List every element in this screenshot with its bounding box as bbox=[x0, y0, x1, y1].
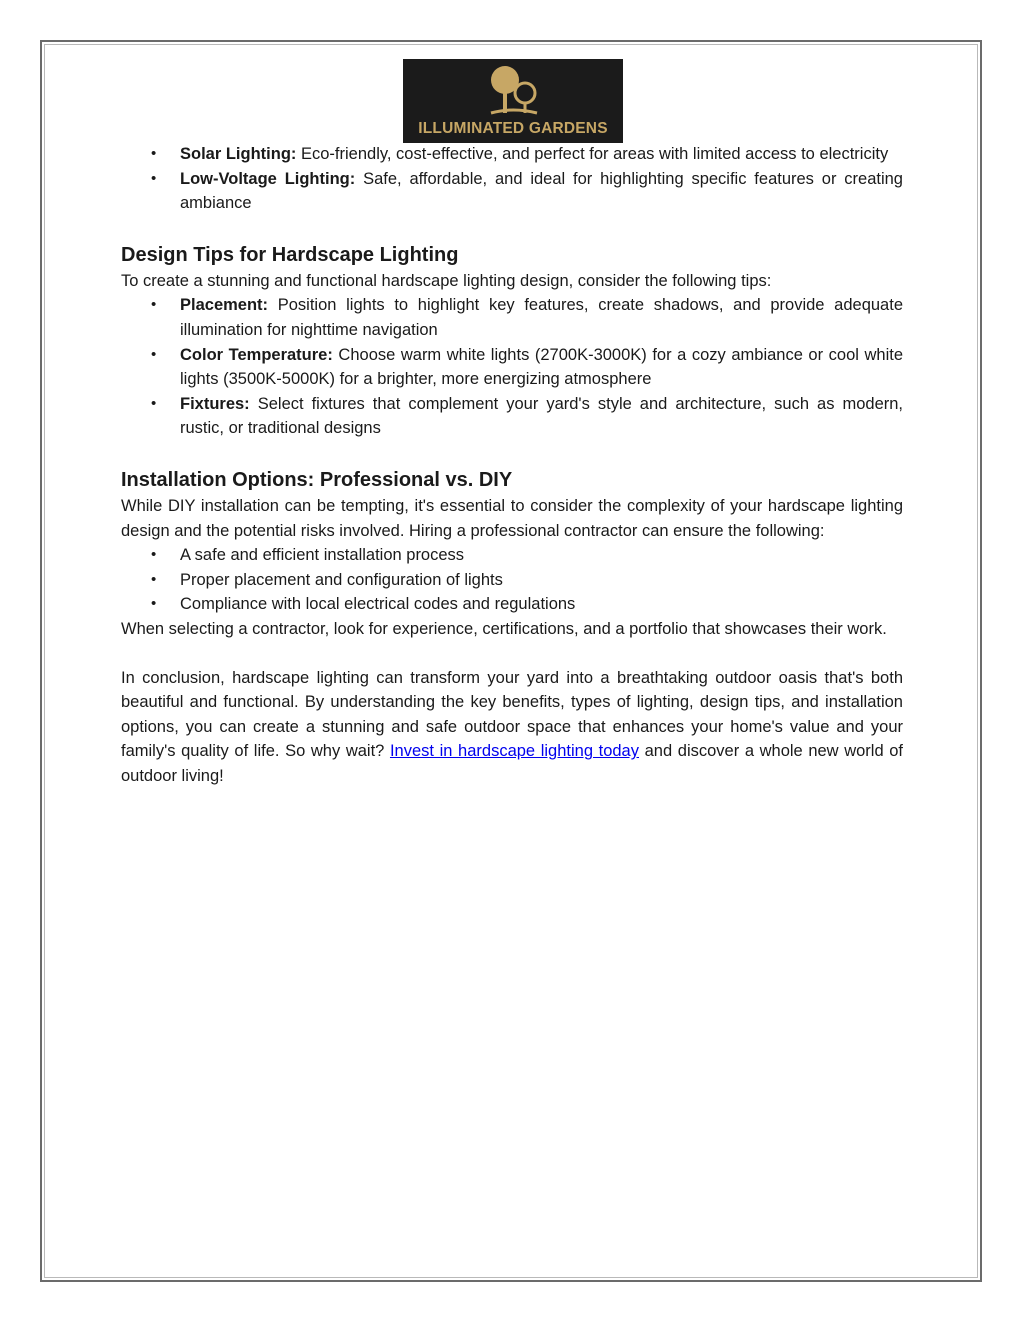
item-text: Select fixtures that complement your yard's style and architecture, such as modern, rustic, or traditional designs bbox=[180, 394, 903, 438]
item-text: Safe, affordable, and ideal for highlighting specific features or creating ambiance bbox=[180, 169, 903, 213]
item-label: Fixtures: bbox=[180, 394, 250, 413]
conclusion-after-link: and discover a whole new world of outdoor living! bbox=[121, 742, 904, 785]
list-item bbox=[121, 142, 903, 167]
list-item: • Proper placement and configuration of lights bbox=[121, 568, 903, 593]
item-label: Solar Lighting: bbox=[180, 145, 297, 163]
design-tips-list bbox=[121, 293, 903, 441]
trees-icon bbox=[481, 63, 545, 119]
installation-heading: Installation Options: Professional vs. DIY bbox=[121, 468, 513, 491]
lighting-types-list bbox=[121, 142, 903, 216]
list-item bbox=[121, 167, 903, 216]
list-item: • A safe and efficient installation process bbox=[121, 543, 903, 568]
installation-intro: While DIY installation can be tempting, it's essential to consider the complexity of your hardscape lighting design and the potential risks involved. Hiring a professional contractor can ensure the following: bbox=[121, 496, 903, 540]
item-label: Low-Voltage Lighting: bbox=[180, 169, 356, 188]
brand-logo bbox=[403, 59, 623, 143]
conclusion-text: In conclusion, hardscape lighting can transform your yard into a breathtaking outdoor oasis that's both beautiful and functional. By understanding the key benefits, types of lighting, design tips, and installation options, you can create a stunning and safe outdoor space that enhances your home's value and your family's quality of life. So why wait? bbox=[121, 668, 903, 761]
item-text: Eco-friendly, cost-effective, and perfect for areas with limited access to electricity bbox=[301, 145, 889, 163]
list-item: • Compliance with local electrical codes and regulations bbox=[121, 592, 903, 617]
design-tips-intro: To create a stunning and functional hardscape lighting design, consider the following tips: bbox=[121, 271, 772, 290]
document-body bbox=[121, 142, 903, 788]
list-item bbox=[121, 293, 903, 342]
item-text: Choose warm white lights (2700K-3000K) for a cozy ambiance or cool white lights (3500K-5000K) for a brighter, more energizing atmosphere bbox=[180, 345, 903, 389]
logo-wordmark: ILLUMINATED GARDENS bbox=[418, 120, 608, 137]
conclusion-paragraph bbox=[121, 666, 903, 789]
list-item bbox=[121, 343, 903, 392]
item-label: Color Temperature: bbox=[180, 345, 333, 364]
item-text: Position lights to highlight key features, create shadows, and provide adequate illumination for nighttime navigation bbox=[180, 296, 903, 339]
item-label: Placement: bbox=[180, 296, 269, 315]
installation-outro: When selecting a contractor, look for experience, certifications, and a portfolio that showcases their work. bbox=[121, 619, 887, 638]
design-tips-heading: Design Tips for Hardscape Lighting bbox=[121, 243, 459, 266]
list-item bbox=[121, 392, 903, 441]
invest-link[interactable]: Invest in hardscape lighting today bbox=[389, 742, 639, 761]
installation-list bbox=[121, 543, 903, 617]
